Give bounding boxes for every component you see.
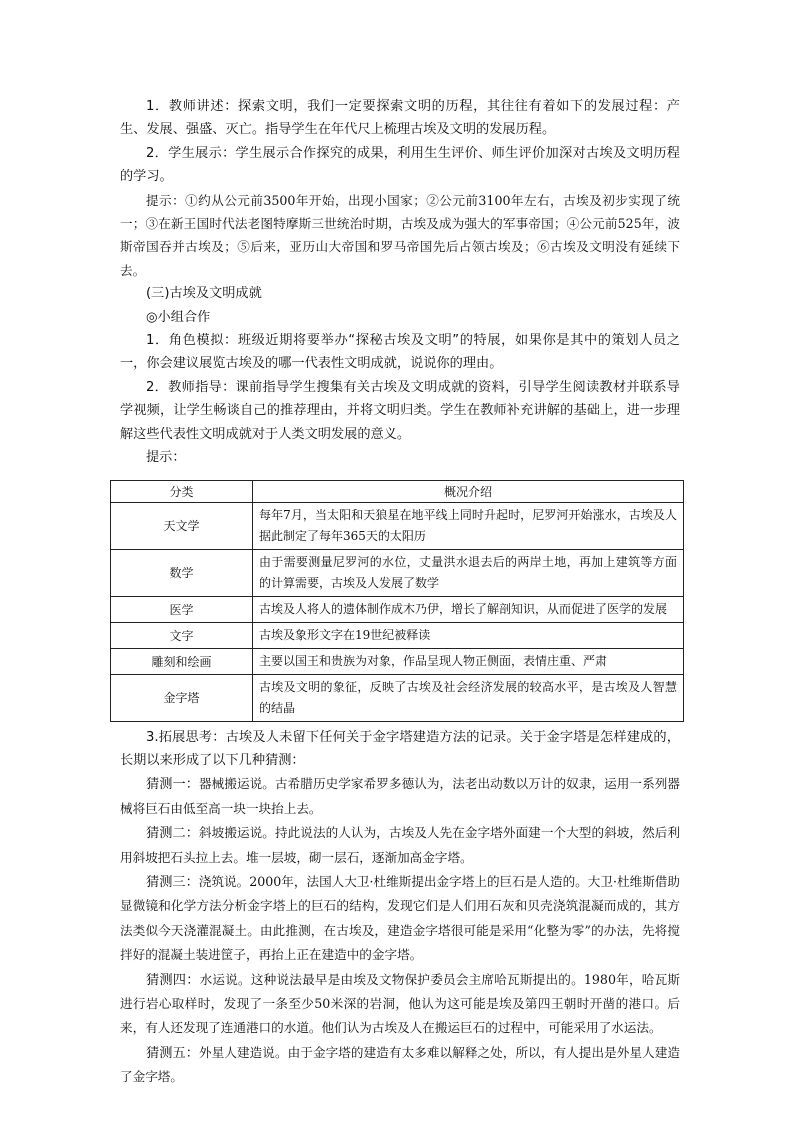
table-row	[111, 674, 684, 721]
guess-3	[120, 870, 680, 968]
guess-label: 猜测三：	[146, 874, 199, 890]
intro-paragraph-2: 2．学生展示：学生展示合作探究的成果，利用生生评价、师生评价加深对古埃及文明历程的学习。	[120, 145, 680, 185]
table-cell-description: 主要以国王和贵族为对象，作品呈现人物正侧面，表情庄重、严肃	[253, 648, 684, 674]
section-hint: 提示：	[146, 450, 186, 466]
table-cell-description: 古埃及人将人的遗体制作成木乃伊，增长了解剖知识，从而促进了医学的发展	[253, 596, 684, 622]
achievements-table	[110, 480, 684, 722]
table-row	[111, 502, 684, 549]
guess-label: 猜测五：	[146, 1045, 200, 1061]
section-heading: (三)古埃及文明成就	[146, 286, 262, 302]
section-paragraph-1: 1．角色模拟：班级近期将要举办“探秘古埃及文明”的特展，如果你是其中的策划人员之一，你会建议展览古埃及的哪一代表性文明成就，说说你的理由。	[120, 333, 680, 372]
table-cell-category: 医学	[111, 596, 253, 622]
table-row	[111, 622, 684, 648]
intro-paragraph-1: 1．教师讲述：探索文明，我们一定要探索文明的历程，其往往有着如下的发展过程：产生、发展、强盛、灭亡。指导学生在年代尺上梳理古埃及文明的发展历程。	[120, 99, 680, 138]
guess-text: 水运说。这种说法最早是由埃及文物保护委员会主席哈瓦斯提出的。1980年，哈瓦斯进行岩心取样时，发现了一条至少50米深的岩洞，他认为这可能是埃及第四王朝时开凿的港口。后来，有人还发现了连通港口的水道。他们认为古埃及人在搬运巨石的过程中，可能采用了水运法。	[120, 971, 681, 1036]
table-cell-category: 金字塔	[111, 674, 253, 721]
section-paragraph-2: 2．教师指导：课前指导学生搜集有关古埃及文明成就的资料，引导学生阅读教材并联系导学视频，让学生畅谈自己的推荐理由，并将文明归类。学生在教师补充讲解的基础上，进一步理解这些代表性文明成就对于人类文明发展的意义。	[120, 379, 680, 442]
table-row	[111, 549, 684, 596]
extension-paragraph: 3.拓展思考：古埃及人未留下任何关于金字塔建造方法的记录。关于金字塔是怎样建成的，长期以来形成了以下几种猜测：	[120, 729, 680, 768]
group-label: ◎小组合作	[146, 309, 211, 325]
guess-text: 外星人建造说。由于金字塔的建造有太多难以解释之处，所以，有人提出是外星人建造了金字塔。	[120, 1044, 681, 1085]
guess-label: 猜测二：	[146, 826, 200, 842]
guess-2	[120, 821, 680, 870]
guess-1	[120, 772, 680, 821]
table-cell-category: 文字	[111, 622, 253, 648]
guess-text: 浇筑说。2000年，法国人大卫·杜维斯提出金字塔上的巨石是人造的。大卫·杜维斯借助显微镜和化学方法分析金字塔上的巨石的结构，发现它们是人们用石灰和贝壳浇筑混凝而成的，其方法类似今天浇灌混凝土。由此推测，在古埃及，建造金字塔很可能是采用“化整为零”的办法，先将搅拌好的混凝土装进筐子，再抬上正在建造中的金字塔。	[120, 873, 681, 963]
guess-5	[120, 1041, 680, 1090]
table-row	[111, 596, 684, 622]
intro-hint: 提示：①约从公元前3500年开始，出现小国家；②公元前3100年左右，古埃及初步实现了统一；③在新王国时代法老图特摩斯三世统治时期，古埃及成为强大的军事帝国；④公元前525年，波斯帝国吞并古埃及；⑤后来，亚历山大帝国和罗马帝国先后占领古埃及；⑥古埃及文明没有延续下去。	[120, 192, 680, 278]
table-cell-description: 古埃及象形文字在19世纪被释读	[253, 622, 684, 648]
header-description: 概况介绍	[253, 480, 684, 502]
guess-text: 器械搬运说。古希腊历史学家希罗多德认为，法老出动数以万计的奴隶，运用一系列器械将巨石由低至高一块一块抬上去。	[120, 776, 681, 816]
table-cell-description: 由于需要测量尼罗河的水位，丈量洪水退去后的两岸土地，再加上建筑等方面的计算需要，古埃及人发展了数学	[253, 549, 684, 596]
table-cell-description: 每年7月，当太阳和天狼星在地平线上同时升起时，尼罗河开始涨水，古埃及人据此制定了每年365天的太阳历	[253, 502, 684, 549]
header-category: 分类	[111, 480, 253, 502]
table-header-row	[111, 480, 684, 502]
table-cell-category: 雕刻和绘画	[111, 648, 253, 674]
table-cell-description: 古埃及文明的象征，反映了古埃及社会经济发展的较高水平，是古埃及人智慧的结晶	[253, 674, 684, 721]
guess-label: 猜测四：	[146, 972, 200, 988]
table-cell-category: 数学	[111, 549, 253, 596]
guess-label: 猜测一：	[146, 777, 200, 793]
table-cell-category: 天文学	[111, 502, 253, 549]
page-content	[120, 95, 680, 1090]
guess-text: 斜坡搬运说。持此说法的人认为，古埃及人先在金字塔外面建一个大型的斜坡，然后利用斜坡把石头拉上去。堆一层坡，砌一层石，逐渐加高金字塔。	[120, 825, 681, 865]
guess-4	[120, 968, 680, 1041]
table-row	[111, 648, 684, 674]
